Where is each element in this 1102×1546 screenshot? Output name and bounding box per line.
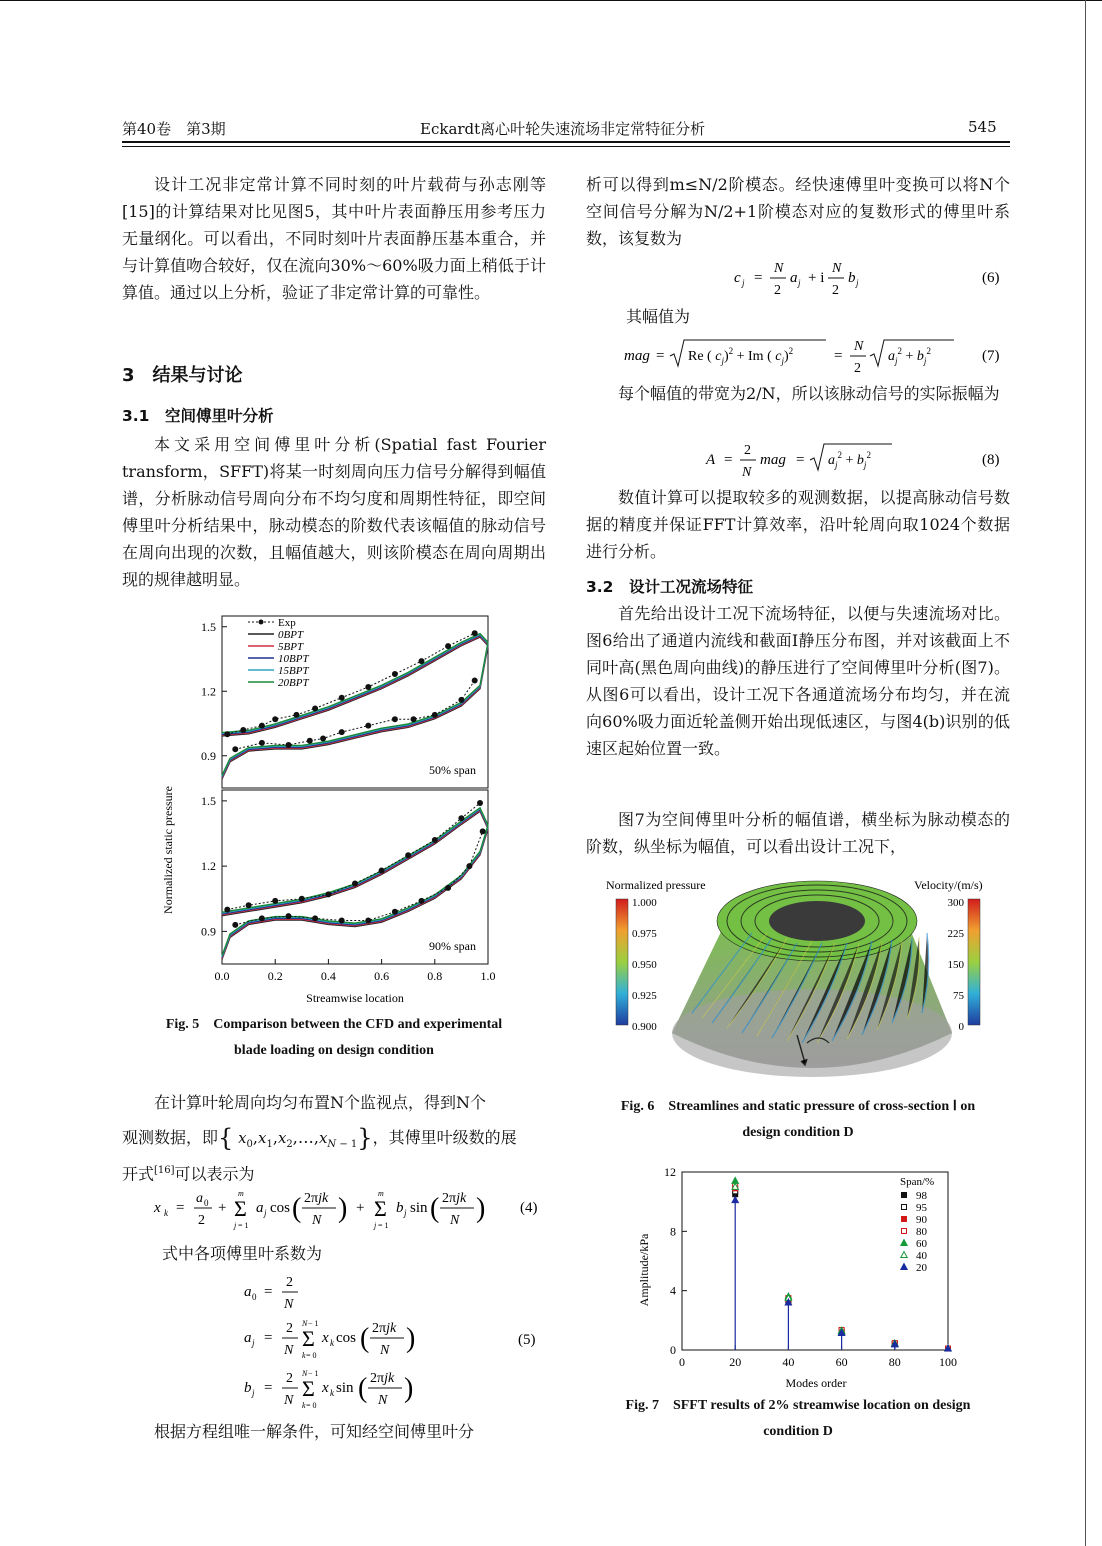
fig7-legend-marker [901, 1252, 907, 1258]
svg-text:(: ( [358, 1373, 368, 1404]
fig7-legend-label: 98 [916, 1190, 927, 1202]
svg-text:=: = [796, 452, 805, 468]
fig5-exp-point [365, 918, 371, 924]
fig5-series-20BPT [222, 808, 488, 912]
svg-text:2πjk: 2πjk [304, 1191, 329, 1206]
fig5-exp-point [392, 716, 398, 722]
fig5-panel-label: 90% span [429, 939, 476, 953]
page-right-border [1085, 0, 1086, 1546]
fig5-exp-point [259, 740, 265, 746]
svg-text:a: a [256, 1200, 264, 1216]
fig5-exp-point [432, 837, 438, 843]
fig6-right-tick: 75 [953, 990, 964, 1002]
figure-5-caption [122, 1012, 546, 1064]
fig6-left-tick: 0.925 [632, 990, 657, 1002]
fig5-exp-point [339, 695, 345, 701]
fig5-exp-point [352, 881, 358, 887]
fig5-xtick-label: 0.6 [374, 969, 390, 983]
fig7-legend-title: Span/% [900, 1176, 935, 1188]
svg-text:cos: cos [336, 1330, 356, 1346]
fig7-caption-line1: Fig. 7 SFFT results of 2% streamwise location on design [625, 1398, 971, 1413]
svg-text:x: x [322, 1380, 329, 1396]
svg-text:2: 2 [286, 1275, 293, 1290]
svg-text:=: = [754, 270, 763, 286]
fig7-frame [682, 1172, 948, 1350]
svg-text:j: j [264, 1208, 267, 1218]
svg-text:2: 2 [854, 361, 861, 376]
svg-text:2: 2 [198, 1213, 205, 1228]
fig7-legend-label: 40 [916, 1250, 927, 1262]
svg-text:+: + [356, 1200, 365, 1216]
fig7-xtick-label: 0 [679, 1355, 685, 1369]
fig6-right-tick: 225 [947, 928, 964, 940]
svg-text:sin: sin [410, 1200, 428, 1216]
paragraph-validation: 设计工况非定常计算不同时刻的叶片载荷与孙志刚等[15]的计算结果对比见图5，其中叶片表面静压用参考压力无量纲化。可以看出，不同时刻叶片表面静压基本重合，并与计算值吻合较好，仅在流向30%～60%吸力面上稍低于计算值。通过以上分析，验证了非定常计算的可靠性。 [122, 175, 546, 302]
fig5-exp-point [472, 678, 478, 684]
svg-text:a: a [790, 270, 798, 286]
svg-text:N: N [854, 339, 864, 354]
section-heading-3: 3 结果与讨论 [122, 365, 243, 386]
svg-text:aj2 + bj2: $a_j^2 + b_j^2$ [888, 346, 931, 366]
svg-text:(: ( [360, 1323, 370, 1354]
figure-7-caption [586, 1393, 1010, 1445]
svg-text:b: b [396, 1200, 404, 1216]
svg-text:j: j [742, 278, 745, 288]
fig5-exp-point [320, 736, 326, 742]
fig6-right-tick: 300 [947, 897, 964, 909]
fig5-exp-point [405, 852, 411, 858]
fig7-xtick-label: 80 [888, 1355, 901, 1369]
fig5-exp-point [365, 684, 371, 690]
svg-text:N: N [378, 1393, 388, 1408]
fig5-series-0BPT [222, 646, 488, 779]
fig5-exp-point [293, 712, 299, 718]
fig7-legend-marker [902, 1193, 907, 1198]
figure-6-caption [586, 1094, 1010, 1146]
svg-text:= 1: = 1 [378, 1221, 389, 1230]
impeller-render [672, 881, 952, 1077]
equation-7 [586, 334, 1010, 378]
svg-text:N: N [302, 1369, 308, 1378]
svg-text:Σ: Σ [234, 1196, 247, 1221]
fig6-left-colorbar-title: Normalized pressure [606, 878, 706, 892]
fig5-exp-point [445, 885, 451, 891]
fig5-exp-point [312, 705, 318, 711]
svg-text:cos: cos [270, 1200, 290, 1216]
paragraph-unique-solution: 根据方程组唯一解条件，可知经空间傅里叶分 [154, 1422, 475, 1441]
svg-text:2: 2 [286, 1371, 293, 1386]
svg-text:=: = [656, 348, 665, 364]
fig5-legend-label: 20BPT [278, 677, 309, 689]
fig5-caption-line1: Fig. 5 Comparison between the CFD and experimental [165, 1017, 503, 1032]
fig5-series-5BPT [222, 810, 488, 914]
equation-4 [152, 1184, 552, 1234]
paragraph-expansion: 开式[16]可以表示为 [122, 1164, 255, 1184]
fig6-left-tick: 0.950 [632, 959, 657, 971]
fig5-exp-point [325, 891, 331, 897]
svg-text:+ i: + i [808, 270, 825, 286]
fig7-legend-label: 90 [916, 1214, 927, 1226]
fig5-exp-point [259, 723, 265, 729]
svg-text:Re ( cj)2 + Im ( cj)2: Re ( $c_j)^2 + Im$ ( $c_j)^2$ [688, 346, 794, 366]
fig5-series-15BPT [222, 809, 488, 913]
fig5-exp-point [272, 716, 278, 722]
eq8-number: (8) [982, 452, 1000, 468]
paragraph-sfft-intro: 本文采用空间傅里叶分析(Spatial fast Fourier transform，SFFT)将某一时刻周向压力信号分解得到幅值谱，分析脉动信号周向分布不均匀度和周期性特征，即空间傅里叶分析结果中，脉动模态的阶数代表该幅值的脉动信号在周向出现的次数，且幅值越大，则该阶模态在周向周期出现的规律越明显。 [122, 435, 546, 589]
fig5-xtick-label: 0.2 [267, 969, 283, 983]
fig5-exp-point [286, 913, 292, 919]
fig5-exp-point [432, 712, 438, 718]
svg-text:− 1: − 1 [308, 1369, 319, 1378]
svg-text:0: 0 [204, 1198, 209, 1208]
svg-text:N: N [742, 465, 752, 480]
fig5-exp-point [392, 909, 398, 915]
svg-text:N: N [284, 1343, 294, 1358]
fig7-xtick-label: 40 [782, 1355, 795, 1369]
svg-text:= 0: = 0 [306, 1401, 317, 1410]
figure-7-sfft [630, 1160, 970, 1392]
fig5-panel-label: 50% span [429, 763, 476, 777]
fig5-series-15BPT [222, 643, 488, 776]
fig5-exp-point [477, 800, 483, 806]
paragraph-fig7-intro: 图7为空间傅里叶分析的幅值谱，横坐标为脉动模态的阶数，纵坐标为幅值，可以看出设计工况下， [586, 810, 1010, 856]
paragraph-coefficients: 式中各项傅里叶系数为 [162, 1244, 323, 1263]
svg-text:Σ: Σ [374, 1196, 387, 1221]
fig5-exp-point [445, 643, 451, 649]
svg-text:a: a [196, 1191, 203, 1206]
fig5-series-15BPT [222, 826, 488, 957]
fig5-exp-point [419, 658, 425, 664]
fig5-exp-point [365, 723, 371, 729]
fig7-legend-marker [902, 1217, 907, 1222]
section-heading-3-1: 3.1 空间傅里叶分析 [122, 407, 274, 425]
svg-text:a: a [244, 1284, 252, 1300]
fig7-legend-label: 20 [916, 1262, 927, 1274]
fig5-exp-point [240, 727, 246, 733]
fig5-exp-point [299, 896, 305, 902]
fig6-left-tick: 0.975 [632, 928, 657, 940]
svg-text:0: 0 [252, 1292, 257, 1302]
fig5-exp-point [286, 742, 292, 748]
fig6-left-tick: 1.000 [632, 897, 657, 909]
fig5-xtick-label: 0.0 [214, 969, 230, 983]
fig5-exp-point [411, 716, 417, 722]
svg-text:Σ: Σ [302, 1326, 315, 1351]
svg-text:N: N [302, 1319, 308, 1328]
fig5-caption-line2: blade loading on design condition [234, 1043, 434, 1058]
svg-text:N: N [380, 1343, 390, 1358]
fig5-series-0BPT [222, 811, 488, 915]
svg-text:k: k [302, 1351, 306, 1360]
fig5-legend-label: 10BPT [278, 653, 309, 665]
fig5-series-5BPT [222, 645, 488, 778]
running-title: Eckardt离心叶轮失速流场非定常特征分析 [420, 120, 706, 138]
fig5-xtick-label: 0.4 [320, 969, 336, 983]
fig5-xlabel: Streamwise location [306, 991, 404, 1005]
svg-text:mag: mag [760, 452, 786, 468]
svg-text:N: N [312, 1213, 322, 1228]
svg-text:k: k [330, 1388, 334, 1398]
svg-text:k: k [330, 1338, 334, 1348]
paragraph-bandwidth: 每个幅值的带宽为2/N，所以该脉动信号的实际振幅为 [618, 384, 1000, 403]
fig7-legend-marker [902, 1205, 907, 1210]
fig5-exp-point [419, 898, 425, 904]
fig6-velocity-colorbar [968, 899, 980, 1025]
svg-text:=: = [724, 452, 733, 468]
fig5-legend-label: 0BPT [278, 629, 304, 641]
paragraph-magnitude: 其幅值为 [626, 307, 691, 326]
fig5-exp-point [339, 729, 345, 735]
page-top-border [0, 0, 1102, 1]
svg-text:2πjk: 2πjk [442, 1191, 467, 1206]
svg-text:2πjk: 2πjk [370, 1371, 395, 1386]
fig5-ylabel: Normalized static pressure [161, 786, 175, 914]
svg-text:b: b [848, 270, 856, 286]
svg-text:a: a [244, 1330, 252, 1346]
fig6-right-tick: 150 [947, 959, 964, 971]
fig5-ytick-label: 0.9 [201, 924, 216, 939]
svg-text:= 1: = 1 [238, 1221, 249, 1230]
fig5-ytick-label: 1.2 [201, 859, 216, 874]
svg-text:2: 2 [832, 283, 839, 298]
fig5-exp-point [339, 918, 345, 924]
fig5-exp-point [224, 731, 230, 737]
svg-text:k: k [302, 1401, 306, 1410]
fig5-series-10BPT [222, 644, 488, 777]
fig5-exp-point [232, 922, 238, 928]
fig5-exp-point [458, 697, 464, 703]
paragraph-design-flow: 首先给出设计工况下流场特征，以便与失速流场对比。图6给出了通道内流线和截面Ⅰ静压分布图，并对该截面上不同叶高(黑色周向曲线)的静压进行了空间傅里叶分析(图7)。从图6可以看出，设计工况下各通道流场分布均匀，并在流向60%吸力面近轮盖侧开始出现低速区，与图4(b)识别的低速区起始位置一致。 [586, 604, 1010, 758]
fig5-exp-point [224, 907, 230, 913]
fig7-legend-label: 80 [916, 1226, 927, 1238]
fig5-exp-point [379, 867, 385, 873]
svg-text:k: k [164, 1208, 168, 1218]
paragraph-monitor-points: 在计算叶轮周向均匀布置N个监视点，得到N个 [154, 1093, 487, 1112]
svg-text:N: N [774, 261, 784, 276]
svg-text:=: = [834, 348, 843, 364]
svg-text:2: 2 [744, 443, 751, 458]
fig7-legend-marker [901, 1264, 907, 1270]
equation-8 [586, 438, 1010, 482]
svg-text:2: 2 [774, 283, 781, 298]
svg-text:=: = [264, 1330, 273, 1346]
fig6-caption-line2: design condition D [742, 1125, 854, 1140]
fig5-exp-point [472, 630, 478, 636]
header-rule [122, 141, 1010, 143]
fig5-series-exp-line [227, 633, 474, 734]
svg-text:2: 2 [286, 1321, 293, 1336]
fig7-xtick-label: 60 [835, 1355, 848, 1369]
svg-text:+: + [218, 1200, 227, 1216]
svg-text:N: N [450, 1213, 460, 1228]
paragraph-modes: 析可以得到m≤N/2阶模态。经快速傅里叶变换可以将N个空间信号分解为N/2+1阶模态对应的复数形式的傅里叶系数，该复数为 [586, 175, 1010, 248]
fig5-xtick-label: 0.8 [427, 969, 443, 983]
svg-text:): ) [476, 1193, 486, 1224]
fig5-exp-point [307, 738, 313, 744]
svg-text:− 1: − 1 [308, 1319, 319, 1328]
fig5-exp-point [272, 898, 278, 904]
fig7-legend-marker [901, 1240, 907, 1246]
svg-text:b: b [244, 1380, 252, 1396]
svg-text:j: j [856, 278, 859, 288]
fig5-series-10BPT [222, 827, 488, 958]
svg-text:aj2 + bj2: $a_j^2 + b_j^2$ [828, 450, 871, 470]
fig5-exp-point [458, 815, 464, 821]
fig7-legend-label: 60 [916, 1238, 927, 1250]
svg-text:A: A [706, 452, 716, 468]
fig7-ylabel: Amplitude/kPa [637, 1233, 651, 1307]
fig5-series-10BPT [222, 810, 488, 914]
svg-text:N: N [284, 1393, 294, 1408]
eq5-number: (5) [518, 1332, 536, 1348]
svg-text:c: c [734, 270, 741, 286]
svg-text:(: ( [430, 1193, 440, 1224]
section-heading-3-2: 3.2 设计工况流场特征 [586, 578, 753, 596]
svg-text:=: = [264, 1284, 273, 1300]
svg-text:): ) [406, 1323, 416, 1354]
svg-text:j: j [404, 1208, 407, 1218]
svg-text:): ) [338, 1193, 348, 1224]
fig7-xtick-label: 20 [729, 1355, 742, 1369]
fig5-ytick-label: 0.9 [201, 748, 216, 763]
fig7-ytick-label: 12 [664, 1165, 676, 1179]
fig7-legend-marker [902, 1229, 907, 1234]
equation-5 [240, 1268, 550, 1418]
fig5-ytick-label: 1.2 [201, 684, 216, 699]
header-rule-thin [122, 146, 1010, 147]
svg-text:x: x [154, 1200, 161, 1216]
fig5-legend-label: 15BPT [278, 665, 309, 677]
eq6-number: (6) [982, 270, 1000, 286]
fig5-exp-point [232, 746, 238, 752]
fig5-exp-point [480, 828, 486, 834]
fig5-ytick-label: 1.5 [201, 793, 216, 808]
fig6-right-tick: 0 [958, 1021, 964, 1033]
svg-text:j: j [252, 1338, 255, 1348]
figure-5-blade-loading [160, 612, 510, 1012]
svg-text:): ) [404, 1373, 414, 1404]
svg-text:N: N [832, 261, 842, 276]
fig5-series-20BPT [222, 642, 488, 775]
svg-text:j: j [252, 1388, 255, 1398]
fig7-point-span-20 [732, 1197, 738, 1203]
fig7-ytick-label: 0 [670, 1343, 676, 1357]
fig6-right-colorbar-title: Velocity/(m/s) [914, 878, 983, 892]
fig5-legend-marker [259, 620, 264, 625]
fig5-exp-point [466, 863, 472, 869]
svg-text:= 0: = 0 [306, 1351, 317, 1360]
fig5-exp-point [259, 915, 265, 921]
fig5-exp-point [246, 902, 252, 908]
svg-text:j: j [374, 1221, 377, 1230]
svg-text:j: j [234, 1221, 237, 1230]
svg-text:2πjk: 2πjk [372, 1321, 397, 1336]
fig7-caption-line2: condition D [763, 1424, 833, 1439]
fig7-xlabel: Modes order [785, 1376, 847, 1390]
page-number: 545 [968, 118, 997, 136]
eq7-number: (7) [982, 348, 1000, 364]
svg-text:mag: mag [624, 348, 650, 364]
svg-text:Σ: Σ [302, 1376, 315, 1401]
fig5-xtick-label: 1.0 [480, 969, 496, 983]
svg-text:m: m [238, 1189, 244, 1198]
equation-6 [586, 256, 1010, 300]
svg-text:sin: sin [336, 1380, 354, 1396]
fig5-series-exp-line [235, 831, 482, 925]
fig5-panel-frame [222, 790, 488, 964]
fig5-exp-point [312, 915, 318, 921]
fig6-left-tick: 0.900 [632, 1021, 657, 1033]
fig5-exp-point [392, 671, 398, 677]
figure-6-streamlines [602, 873, 1002, 1088]
fig7-legend-label: 95 [916, 1202, 927, 1214]
eq4-number: (4) [520, 1200, 538, 1216]
paragraph-observations: 观测数据，即{ $x_0,x_1,x_2,\dots,x_{N - 1}$}，其傅里叶级数的展 [122, 1124, 517, 1152]
svg-text:=: = [264, 1380, 273, 1396]
svg-text:x: x [322, 1330, 329, 1346]
fig7-xtick-label: 100 [939, 1355, 957, 1369]
fig5-ytick-label: 1.5 [201, 619, 216, 634]
svg-text:(: ( [292, 1193, 302, 1224]
journal-volume: 第40卷 第3期 [122, 120, 226, 138]
fig5-legend-label: Exp [278, 617, 296, 629]
paragraph-data-count: 数值计算可以提取较多的观测数据，以提高脉动信号数据的精度并保证FFT计算效率，沿叶轮周向取1024个数据进行分析。 [586, 488, 1010, 561]
fig7-ytick-label: 4 [670, 1283, 676, 1298]
fig5-legend-label: 5BPT [278, 641, 304, 653]
fig6-caption-line1: Fig. 6 Streamlines and static pressure of cross-section Ⅰ on [620, 1099, 976, 1114]
svg-text:N: N [284, 1297, 294, 1312]
svg-text:m: m [378, 1189, 384, 1198]
fig6-pressure-colorbar [616, 899, 628, 1025]
svg-text:j: j [798, 278, 801, 288]
fig7-ytick-label: 8 [670, 1224, 676, 1239]
svg-text:=: = [176, 1200, 185, 1216]
